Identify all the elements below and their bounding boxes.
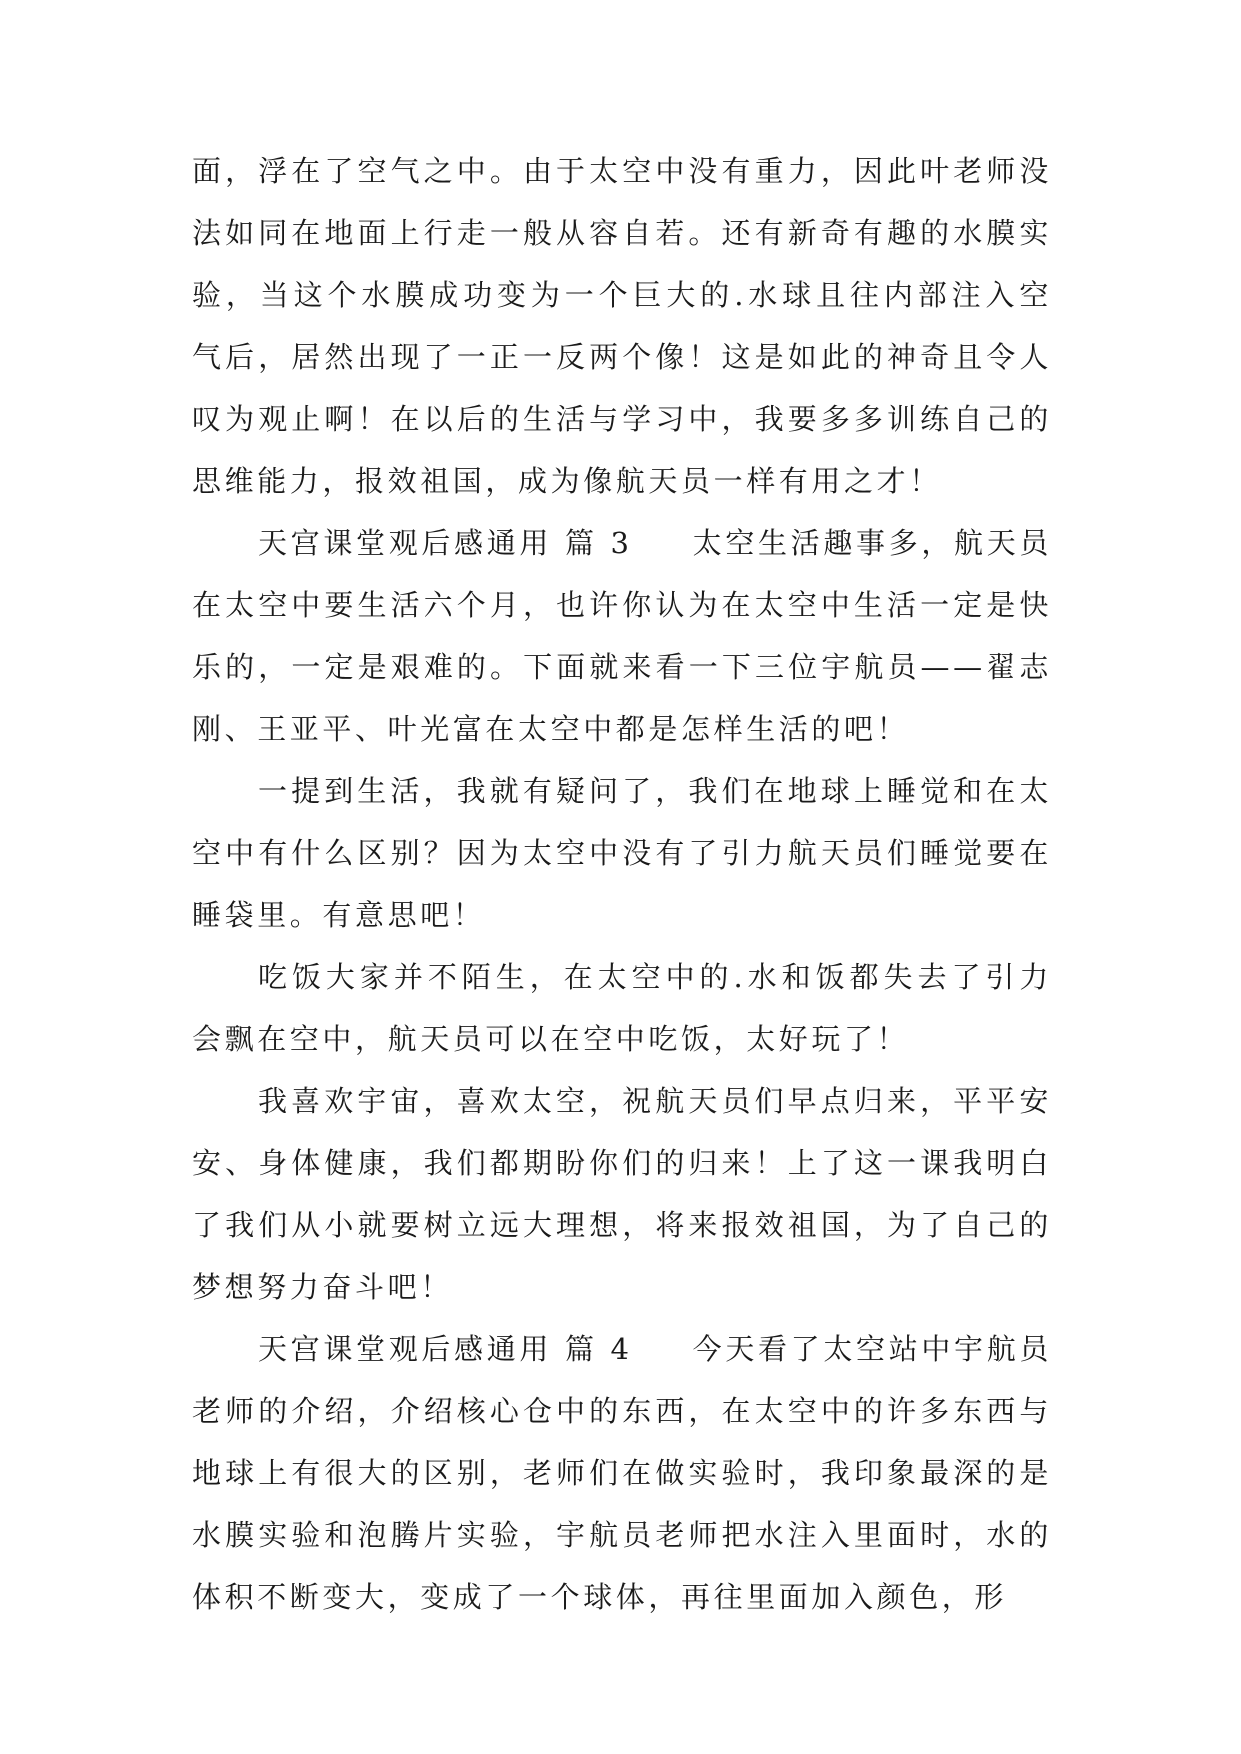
section-4-heading: 天宫课堂观后感通用 篇 4 bbox=[258, 1332, 633, 1366]
section-3-paragraph-eating: 吃饭大家并不陌生，在太空中的.水和饭都失去了引力会飘在空中，航天员可以在空中吃饭，太好玩了！ bbox=[192, 960, 1052, 1056]
section-3-heading: 天宫课堂观后感通用 篇 3 bbox=[258, 526, 633, 560]
continuation-paragraph: 面，浮在了空气之中。由于太空中没有重力，因此叶老师没法如同在地面上行走一般从容自若。还有新奇有趣的水膜实验，当这个水膜成功变为一个巨大的.水球且往内部注入空气后，居然出现了一正一反两个像！这是如此的神奇且令人叹为观止啊！在以后的生活与学习中，我要多多训练自己的思维能力，报效祖国，成为像航天员一样有用之才！ bbox=[192, 154, 1052, 498]
section-3-paragraph-wishes: 我喜欢宇宙，喜欢太空，祝航天员们早点归来，平平安安、身体健康，我们都期盼你们的归来！上了这一课我明白了我们从小就要树立远大理想，将来报效祖国，为了自己的梦想努力奋斗吧！ bbox=[192, 1084, 1052, 1304]
document-body bbox=[192, 140, 1052, 1628]
section-4-intro: 今天看了太空站中宇航员老师的介绍，介绍核心仓中的东西，在太空中的许多东西与地球上有很大的区别，老师们在做实验时，我印象最深的是水膜实验和泡腾片实验，宇航员老师把水注入里面时，水的体积不断变大，变成了一个球体，再往里面加入颜色，形 bbox=[192, 1332, 1052, 1614]
section-3-paragraph bbox=[192, 512, 1052, 760]
section-4-paragraph bbox=[192, 1318, 1052, 1628]
section-3-intro: 太空生活趣事多，航天员在太空中要生活六个月，也许你认为在太空中生活一定是快乐的，一定是艰难的。下面就来看一下三位宇航员——翟志刚、王亚平、叶光富在太空中都是怎样生活的吧！ bbox=[192, 526, 1052, 746]
section-3-paragraph-sleep: 一提到生活，我就有疑问了，我们在地球上睡觉和在太空中有什么区别？因为太空中没有了引力航天员们睡觉要在睡袋里。有意思吧！ bbox=[192, 774, 1052, 932]
